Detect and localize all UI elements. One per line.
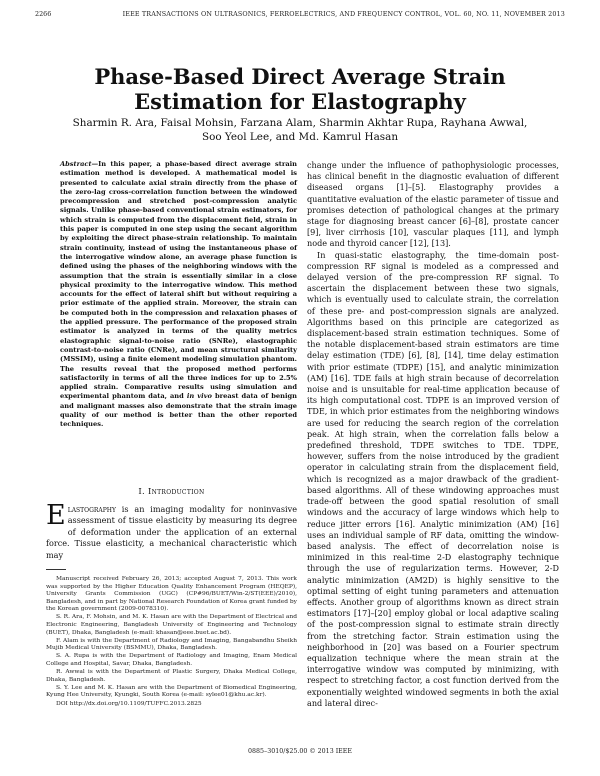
right-paragraph-2: In quasi-static elastography, the time-domain post-compression RF signal is modeled as a compressed and delayed version of the pre-compression RF signal. To ascertain the displacement between these two signals, which is eventually used to calculate strain, the correlation of these pre- and post-compression signals are analyzed. Algorithms based on this principle are categorized as displacement-based strain estimation techniques. Some of the notable displacement-based strain estimators are time delay estimation (TDE) [6], [8], [14], time delay estimation with prior estimate (TDPE) [15], and analytic minimization (AM) [16]. TDE fails at high strain because of decorrelation noise and is unsuitable for real-time application because of its high computational cost. TDPE is an improved version of TDE, in which prior estimates from the neighboring windows are used for reducing the search region of the correlation peak. At high strain, when the correlation falls below a predefined threshold, TDPE switches to TDE. TDPE, however, suffers from the noise introduced by the gradient operator in calculating strain from the displacement field, which is recognized as a major drawback of the gradient-based algorithms. All of these windowing approaches must trade-off between the good spatial resolution of small windows and the accuracy of large windows which help to reduce jitter errors [16]. Analytic minimization (AM) [16] uses an individual sample of RF data, omitting the window-based analysis. The effect of decorrelation noise is minimized in this real-time 2-D elastography technique through the use of regularization terms. However, 2-D analytic minimization (AM2D) is highly sensitive to the optimal setting of eight tuning parameters and attenuation effects. Another group of algorithms known as direct strain estimators [17]–[20] employ global or local adaptive scaling of the post-compression signal to estimate strain directly from the stretching factor. Strain estimation using the neighborhood in [20] was based on a Fourier spectrum equalization technique where the mean strain at the interrogative window was computed by minimizing, with respect to stretching factor, a cost function derived from the exponentially weighted windowed segments in both the axial and lateral direc- — [307, 249, 559, 708]
footnote-affiliation-dmc: R. Awwal is with the Department of Plastic Surgery, Dhaka Medical College, Dhaka, Bangladesh. — [46, 669, 297, 683]
author-list — [55, 117, 545, 144]
footnote-manuscript: Manuscript received February 26, 2013; accepted August 7, 2013. This work was supported by the Higher Education Quality Enhancement Program (HEQEP), University Grants Commission (UGC) (CP#96/BUET/Win-2/ST(EEE)/2010), Bangladesh, and in part by National Research Foundation of Korea grant funded by the Korean government (2009-0078310). — [46, 576, 297, 613]
authors-line-2: Soo Yeol Lee, and Md. Kamrul Hasan — [201, 130, 399, 143]
authors-line-1: Sharmin R. Ara, Faisal Mohsin, Farzana Alam, Sharmin Akhtar Rupa, Rayhana Awwal, — [72, 117, 528, 129]
intro-smallcaps: lastography — [67, 504, 116, 514]
paper-title — [60, 64, 540, 114]
footnote-affiliation-bsmmu: F. Alam is with the Department of Radiology and Imaging, Bangabandhu Sheikh Mujib Medical University (BSMMU), Dhaka, Bangladesh. — [46, 637, 297, 652]
intro-text: is an imaging modality for noninvasive assessment of tissue elasticity by measuring its degree of deformation under the application of an external force. Tissue elasticity, a mechanical characteristic which may — [46, 504, 297, 560]
abstract-text-a: In this paper, a phase-based direct average strain estimation method is developed. A mathematical model is presented to calculate axial strain directly from the phase of the zero-lag cross-correlation function between the windowed precompression and stretched post-compression analytic signals. Unlike phase-based conventional strain estimators, for which strain is computed from the displacement field, strain in this paper is computed in one step using the secant algorithm by exploiting the direct phase-strain relationship. To maintain strain continuity, instead of using the instantaneous phase of the interrogative window alone, an average phase function is defined using the phases of the neighboring windows with the assumption that the strain is essentially similar in a close physical proximity to the interrogative window. This method accounts for the effect of lateral shift but without requiring a prior estimate of the applied strain. Moreover, the strain can be computed both in the compression and relaxation phases of the applied pressure. The performance of the proposed strain estimator is analyzed in terms of the quality metrics elastographic signal-to-noise ratio (SNRe), elastographic contrast-to-noise ratio (CNRe), and mean structural similarity (MSSIM), using a finite element modeling simulation phantom. The results reveal that the proposed method performs satisfactorily in terms of all the three indices for up to 2.5% applied strain. Comparative results using simulation and experimental phantom data, and — [60, 160, 297, 401]
introduction-paragraph — [46, 500, 297, 561]
abstract-dash: — — [91, 160, 99, 168]
footnote-affiliation-khu: S. Y. Lee and M. K. Hasan are with the Department of Biomedical Engineering, Kyung Hee University, Kyungki, South Korea (e-mail: sylee01@khu.ac.kr). — [46, 684, 297, 699]
abstract-label: Abstract — [60, 160, 92, 168]
abstract-text-b: breast data of benign and malignant masses also demonstrate that the strain image quality of our method is better than the other reported techniques. — [60, 392, 297, 429]
copyright-line: 0885–3010/$25.00 © 2013 IEEE — [248, 748, 352, 755]
running-header — [35, 10, 565, 22]
footnotes — [46, 576, 297, 709]
right-paragraph-1: change under the influence of pathophysiologic processes, has clinical benefit in the diagnostic evaluation of different diseased organs [1]–[5]. Elastography provides a quantitative evaluation of the elastic parameter of tissue and promises detection of pathological changes at the primary stage for diagnosing breast cancer [6]–[8], prostate cancer [9], liver cirrhosis [10], vascular plaques [11], and lymph node and thyroid cancer [12], [13]. — [307, 160, 559, 249]
title-line-1: Phase-Based Direct Average Strain — [94, 64, 506, 89]
section-number: I. — [138, 486, 145, 496]
footnote-affiliation-buet: S. R. Ara, F. Mohsin, and M. K. Hasan are with the Department of Electrical and Electronic Engineering, Bangladesh University of Engineering and Technology (BUET), Dhaka, Bangladesh (e-mail: khasan@eee.buet.ac.bd). — [46, 614, 297, 636]
section-title: Introduction — [147, 486, 205, 496]
section-heading-introduction — [46, 486, 297, 496]
footnote-affiliation-enam: S. A. Rupa is with the Department of Radiology and Imaging, Enam Medical College and Hospital, Savar, Dhaka, Bangladesh. — [46, 653, 297, 668]
abstract — [60, 160, 297, 430]
page-number: 2266 — [35, 10, 52, 18]
footnote-doi: DOI http://dx.doi.org/10.1109/TUFFC.2013.2825 — [56, 700, 202, 707]
footnote-divider — [46, 569, 66, 570]
title-line-2: Estimation for Elastography — [134, 89, 466, 114]
journal-name: IEEE TRANSACTIONS ON ULTRASONICS, FERROELECTRICS, AND FREQUENCY CONTROL, VOL. 60, NO. 11, NOVEMBER 2013 — [122, 10, 565, 18]
right-column — [307, 160, 559, 709]
abstract-in-vivo: in vivo — [186, 392, 212, 401]
drop-cap: E — [46, 500, 66, 531]
